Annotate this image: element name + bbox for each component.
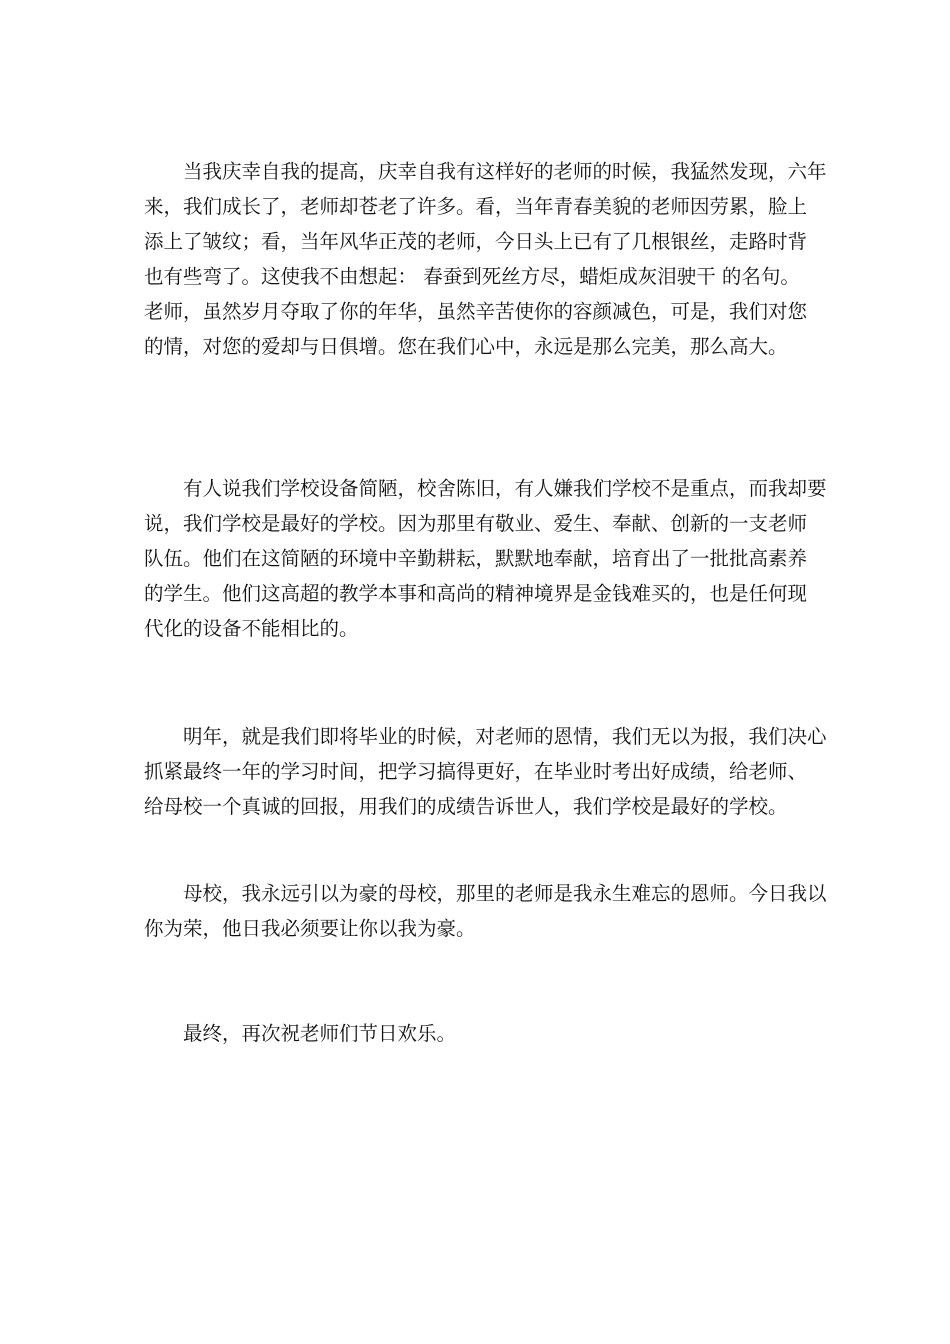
text-line: 母校，我永远引以为豪的母校，那里的老师是我永生难忘的恩师。今日我以 [144, 882, 827, 905]
text-line: 你为荣，他日我必须要让你以我为豪。 [144, 917, 476, 940]
text-line: 来，我们成长了，老师却苍老了许多。看，当年青春美貌的老师因劳累，脸上 [144, 195, 808, 218]
text-line: 队伍。他们在这简陋的环境中辛勤耕耘，默默地奉献，培育出了一批批高素养 [144, 547, 808, 570]
text-line: 当我庆幸自我的提高，庆幸自我有这样好的老师的时候，我猛然发现，六年 [144, 160, 827, 183]
paragraph-alma-mater [144, 876, 827, 946]
paragraph-closing-wish [144, 1016, 812, 1051]
text-line: 抓紧最终一年的学习时间，把学习搞得更好，在毕业时考出好成绩，给老师、 [144, 760, 808, 783]
text-line: 最终，再次祝老师们节日欢乐。 [144, 1022, 457, 1045]
text-line: 说，我们学校是最好的学校。因为那里有敬业、爱生、奉献、创新的一支老师 [144, 512, 808, 535]
text-line: 明年，就是我们即将毕业的时候，对老师的恩情，我们无以为报，我们决心 [144, 725, 827, 748]
paragraph-aging-teachers [144, 154, 827, 364]
text-line: 的学生。他们这高超的教学本事和高尚的精神境界是金钱难买的，也是任何现 [144, 582, 808, 605]
text-line: 给母校一个真诚的回报，用我们的成绩告诉世人，我们学校是最好的学校。 [144, 795, 788, 818]
paragraph-graduation-resolve [144, 719, 827, 824]
text-line: 有人说我们学校设备简陋，校舍陈旧，有人嫌我们学校不是重点，而我却要 [144, 477, 827, 500]
text-line: 的情，对您的爱却与日俱增。您在我们心中，永远是那么完美，那么高大。 [144, 335, 788, 358]
paragraph-best-school [144, 471, 827, 646]
text-line: 也有些弯了。这使我不由想起： 春蚕到死丝方尽，蜡炬成灰泪驶干 的名句。 [144, 265, 800, 288]
text-line: 代化的设备不能相比的。 [144, 617, 359, 640]
text-line: 老师，虽然岁月夺取了你的年华，虽然辛苦使你的容颜减色，可是，我们对您 [144, 300, 808, 323]
text-line: 添上了皱纹；看，当年风华正茂的老师，今日头上已有了几根银丝，走路时背 [144, 230, 808, 253]
